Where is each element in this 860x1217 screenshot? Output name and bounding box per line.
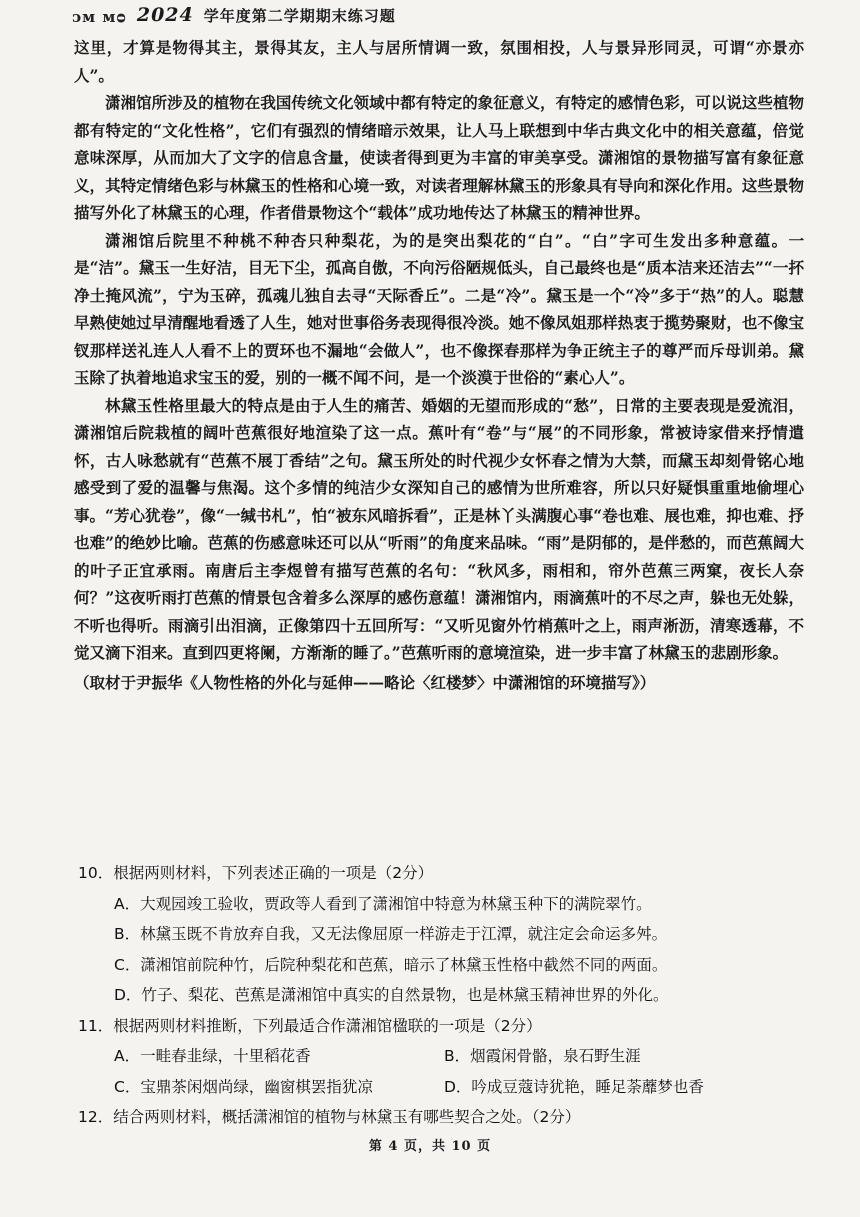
question-section xyxy=(78,858,778,1133)
header-year: 2024 xyxy=(136,4,194,26)
passage-paragraph-4: 林黛玉性格里最大的特点是由于人生的痛苦、婚姻的无望而形成的“愁”，日常的主要表现是爱流泪，潇湘馆后院栽植的阔叶芭蕉很好地渲染了这一点。蕉叶有“卷”与“展”的不同形象，常被诗家借来抒情遣怀，古人咏愁就有“芭蕉不展丁香结”之句。黛玉所处的时代视少女怀春之情为大禁，而黛玉却刻骨铭心地感受到了爱的温馨与焦渴。这个多情的纯洁少女深知自己的感情为世所难容，所以只好疑惧重重地偷埋心事。“芳心犹卷”，像“一缄书札”，怕“被东风暗拆看”，正是林丫头满腹心事“卷也难、展也难，抑也难、抒也难”的绝妙比喻。芭蕉的伤感意味还可以从“听雨”的角度来品味。“雨”是阴郁的，是伴愁的，而芭蕉阔大的叶子正宜承雨。南唐后主李煜曾有描写芭蕉的名句：“秋风多，雨相和，帘外芭蕉三两窠，夜长人奈何？”这夜听雨打芭蕉的情景包含着多么深厚的感伤意蕴！潇湘馆内，雨滴蕉叶的不尽之声，躲也无处躲，不听也得听。雨滴引出泪滴，正像第四十五回所写：“又听见窗外竹梢蕉叶之上，雨声淅沥，清寒透幕，不觉又滴下泪来。直到四更将阑，方渐渐的睡了。”芭蕉听雨的意境渲染，进一步丰富了林黛玉的悲剧形象。 xyxy=(74,395,804,662)
source-citation: （取材于尹振华《人物性格的外化与延伸——略论〈红楼梦〉中潇湘馆的环境描写》） xyxy=(74,672,656,692)
question-10-option-c: C．潇湘馆前院种竹，后院种梨花和芭蕉，暗示了林黛玉性格中截然不同的两面。 xyxy=(114,955,668,974)
header-cropped-text: ᴐᴍ ᴍᴑ xyxy=(72,8,127,26)
question-10-stem: 10．根据两则材料，下列表述正确的一项是（2分） xyxy=(78,864,434,882)
passage-paragraph-2: 潇湘馆所涉及的植物在我国传统文化领域中都有特定的象征意义，有特定的感情色彩，可以说这些植物都有特定的“文化性格”，它们有强烈的情绪暗示效果，让人马上联想到中华古典文化中的相关意蕴，倍觉意味深厚，从而加大了文字的信息含量，使读者得到更为丰富的审美享受。潇湘馆的景物描写富有象征意义，其特定情绪色彩与林黛玉的性格和心境一致，对读者理解林黛玉的形象具有导向和深化作用。这些景物描写外化了林黛玉的心理，作者借景物这个“载体”成功地传达了林黛玉的精神世界。 xyxy=(74,93,804,222)
passage-paragraph-1: 这里，才算是物得其主，景得其友，主人与居所情调一致，氛围相投，人与景异形同灵，可谓“亦景亦人”。 xyxy=(74,38,804,85)
question-11-stem: 11．根据两则材料推断，下列最适合作潇湘馆楹联的一项是（2分） xyxy=(78,1016,542,1035)
question-11-row-2 xyxy=(114,1072,778,1103)
question-11-option-b: B．烟霞闲骨骼，泉石野生涯 xyxy=(444,1047,641,1065)
reading-passage xyxy=(74,34,804,696)
page-header xyxy=(72,0,396,26)
question-12-stem: 12．结合两则材料，概括潇湘馆的植物与林黛玉有哪些契合之处。（2分） xyxy=(78,1108,581,1126)
question-11-option-a: A．一畦春韭绿，十里稻花香 xyxy=(114,1047,311,1065)
question-10-option-a: A．大观园竣工验收，贾政等人看到了潇湘馆中特意为林黛玉种下的满院翠竹。 xyxy=(114,894,652,913)
passage-paragraph-3: 潇湘馆后院里不种桃不种杏只种梨花，为的是突出梨花的“白”。“白”字可生发出多种意蕴。一是“洁”。黛玉一生好洁，目无下尘，孤高自傲，不向污俗陋规低头，自己最终也是“质本洁来还洁去”“一抔净土掩风流”，宁为玉碎，孤魂儿独自去寻“天际香丘”。二是“冷”。黛玉是一个“冷”多于“热”的人。聪慧早熟使她过早清醒地看透了人生，她对世事俗务表现得很冷淡。她不像凤姐那样热衷于揽势聚财，也不像宝钗那样送礼连人人看不上的贾环也不漏地“会做人”，也不像探春那样为争正统主子的尊严而斥母训弟。黛玉除了执着地追求宝玉的爱，别的一概不闻不问，是一个淡漠于世俗的“素心人”。 xyxy=(74,230,804,387)
question-10-option-b: B．林黛玉既不肯放弃自我，又无法像屈原一样游走于江潭，就注定会命运多舛。 xyxy=(114,925,668,943)
question-11-option-c: C．宝鼎茶闲烟尚绿，幽窗棋罢指犹凉 xyxy=(114,1077,373,1096)
header-title: 学年度第二学期期末练习题 xyxy=(203,7,396,25)
page-number: 第 4 页，共 10 页 xyxy=(368,1139,492,1154)
question-11-option-d: D．吟成豆蔻诗犹艳，睡足荼蘼梦也香 xyxy=(444,1077,704,1096)
question-11-row-1 xyxy=(114,1041,778,1072)
question-10-option-d: D．竹子、梨花、芭蕉是潇湘馆中真实的自然景物，也是林黛玉精神世界的外化。 xyxy=(114,986,669,1004)
